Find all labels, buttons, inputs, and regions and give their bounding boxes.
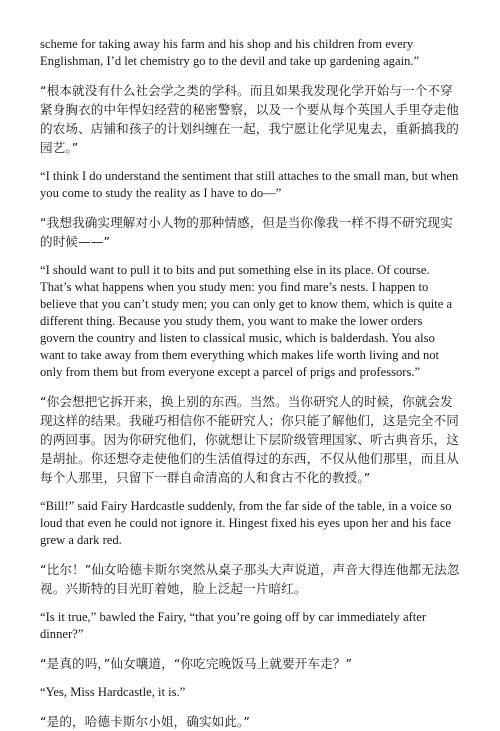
english-paragraph: “Bill!” said Fairy Hardcastle suddenly, from the far side of the table, in a voice so loud that even he could not ignore it. Hingest fixed his eyes upon her and his face grew a dark red. — [40, 499, 452, 547]
english-paragraph: “I should want to pull it to bits and put something else in its place. Of course. That’s what happens when you study men: you find mare’s nests. I happen to believe that you can’t study men; you can only get to know them, which is quite a different thing. Because you study them, you want to make the lower orders govern the country and listen to classical music, which is balderdash. You also want to take away from them everything which makes life worth living and not only from them but from everyone except a parcel of prigs and professors.” — [40, 263, 453, 379]
english-paragraph: “I think I do understand the sentiment that still attaches to the small man, but when you come to study the reality as I have to do—” — [40, 169, 459, 200]
chinese-paragraph: “是的，哈德卡斯尔小姐，确实如此。” — [40, 714, 251, 729]
chinese-paragraph: “根本就没有什么社会学之类的学科。而且如果我发现化学开始与一个不穿紧身胸衣的中年悍妇经营的秘密警察，以及一个要从每个英国人手里夺走他的农场、店铺和孩子的计划纠缠在一起，我宁愿让化学见鬼去，重新搞我的园艺。” — [40, 83, 459, 155]
chinese-paragraph: “我想我确实理解对小人物的那种情感，但是当你像我一样不得不研究现实的时候——” — [40, 215, 453, 249]
english-paragraph: scheme for taking away his farm and his shop and his children from every Englishman, I’d let chemistry go to the devil and take up gardening again.” — [40, 37, 420, 68]
chinese-paragraph: “是真的吗，”仙女嚷道，“你吃完晚饭马上就要开车走？” — [40, 656, 353, 671]
english-paragraph: “Yes, Miss Hardcastle, it is.” — [40, 685, 186, 699]
chinese-paragraph: “比尔！”仙女哈德卡斯尔突然从桌子那头大声说道，声音大得连他都无法忽视。兴斯特的目光盯着她，脸上泛起一片暗红。 — [40, 562, 460, 596]
chinese-paragraph: “你会想把它拆开来，换上别的东西。当然。当你研究人的时候，你就会发现这样的结果。我碰巧相信你不能研究人；你只能了解他们，这是完全不同的两回事。因为你研究他们，你就想让下层阶级管理国家、听古典音乐，这是胡扯。你还想夺走使他们的生活值得过的东西，不仅从他们那里，而且从每个人那里，只留下一群自命清高的人和食古不化的教授。” — [40, 394, 459, 485]
english-paragraph: “Is it true,” bawled the Fairy, “that you’re going off by car immediately after dinner?” — [40, 610, 427, 641]
